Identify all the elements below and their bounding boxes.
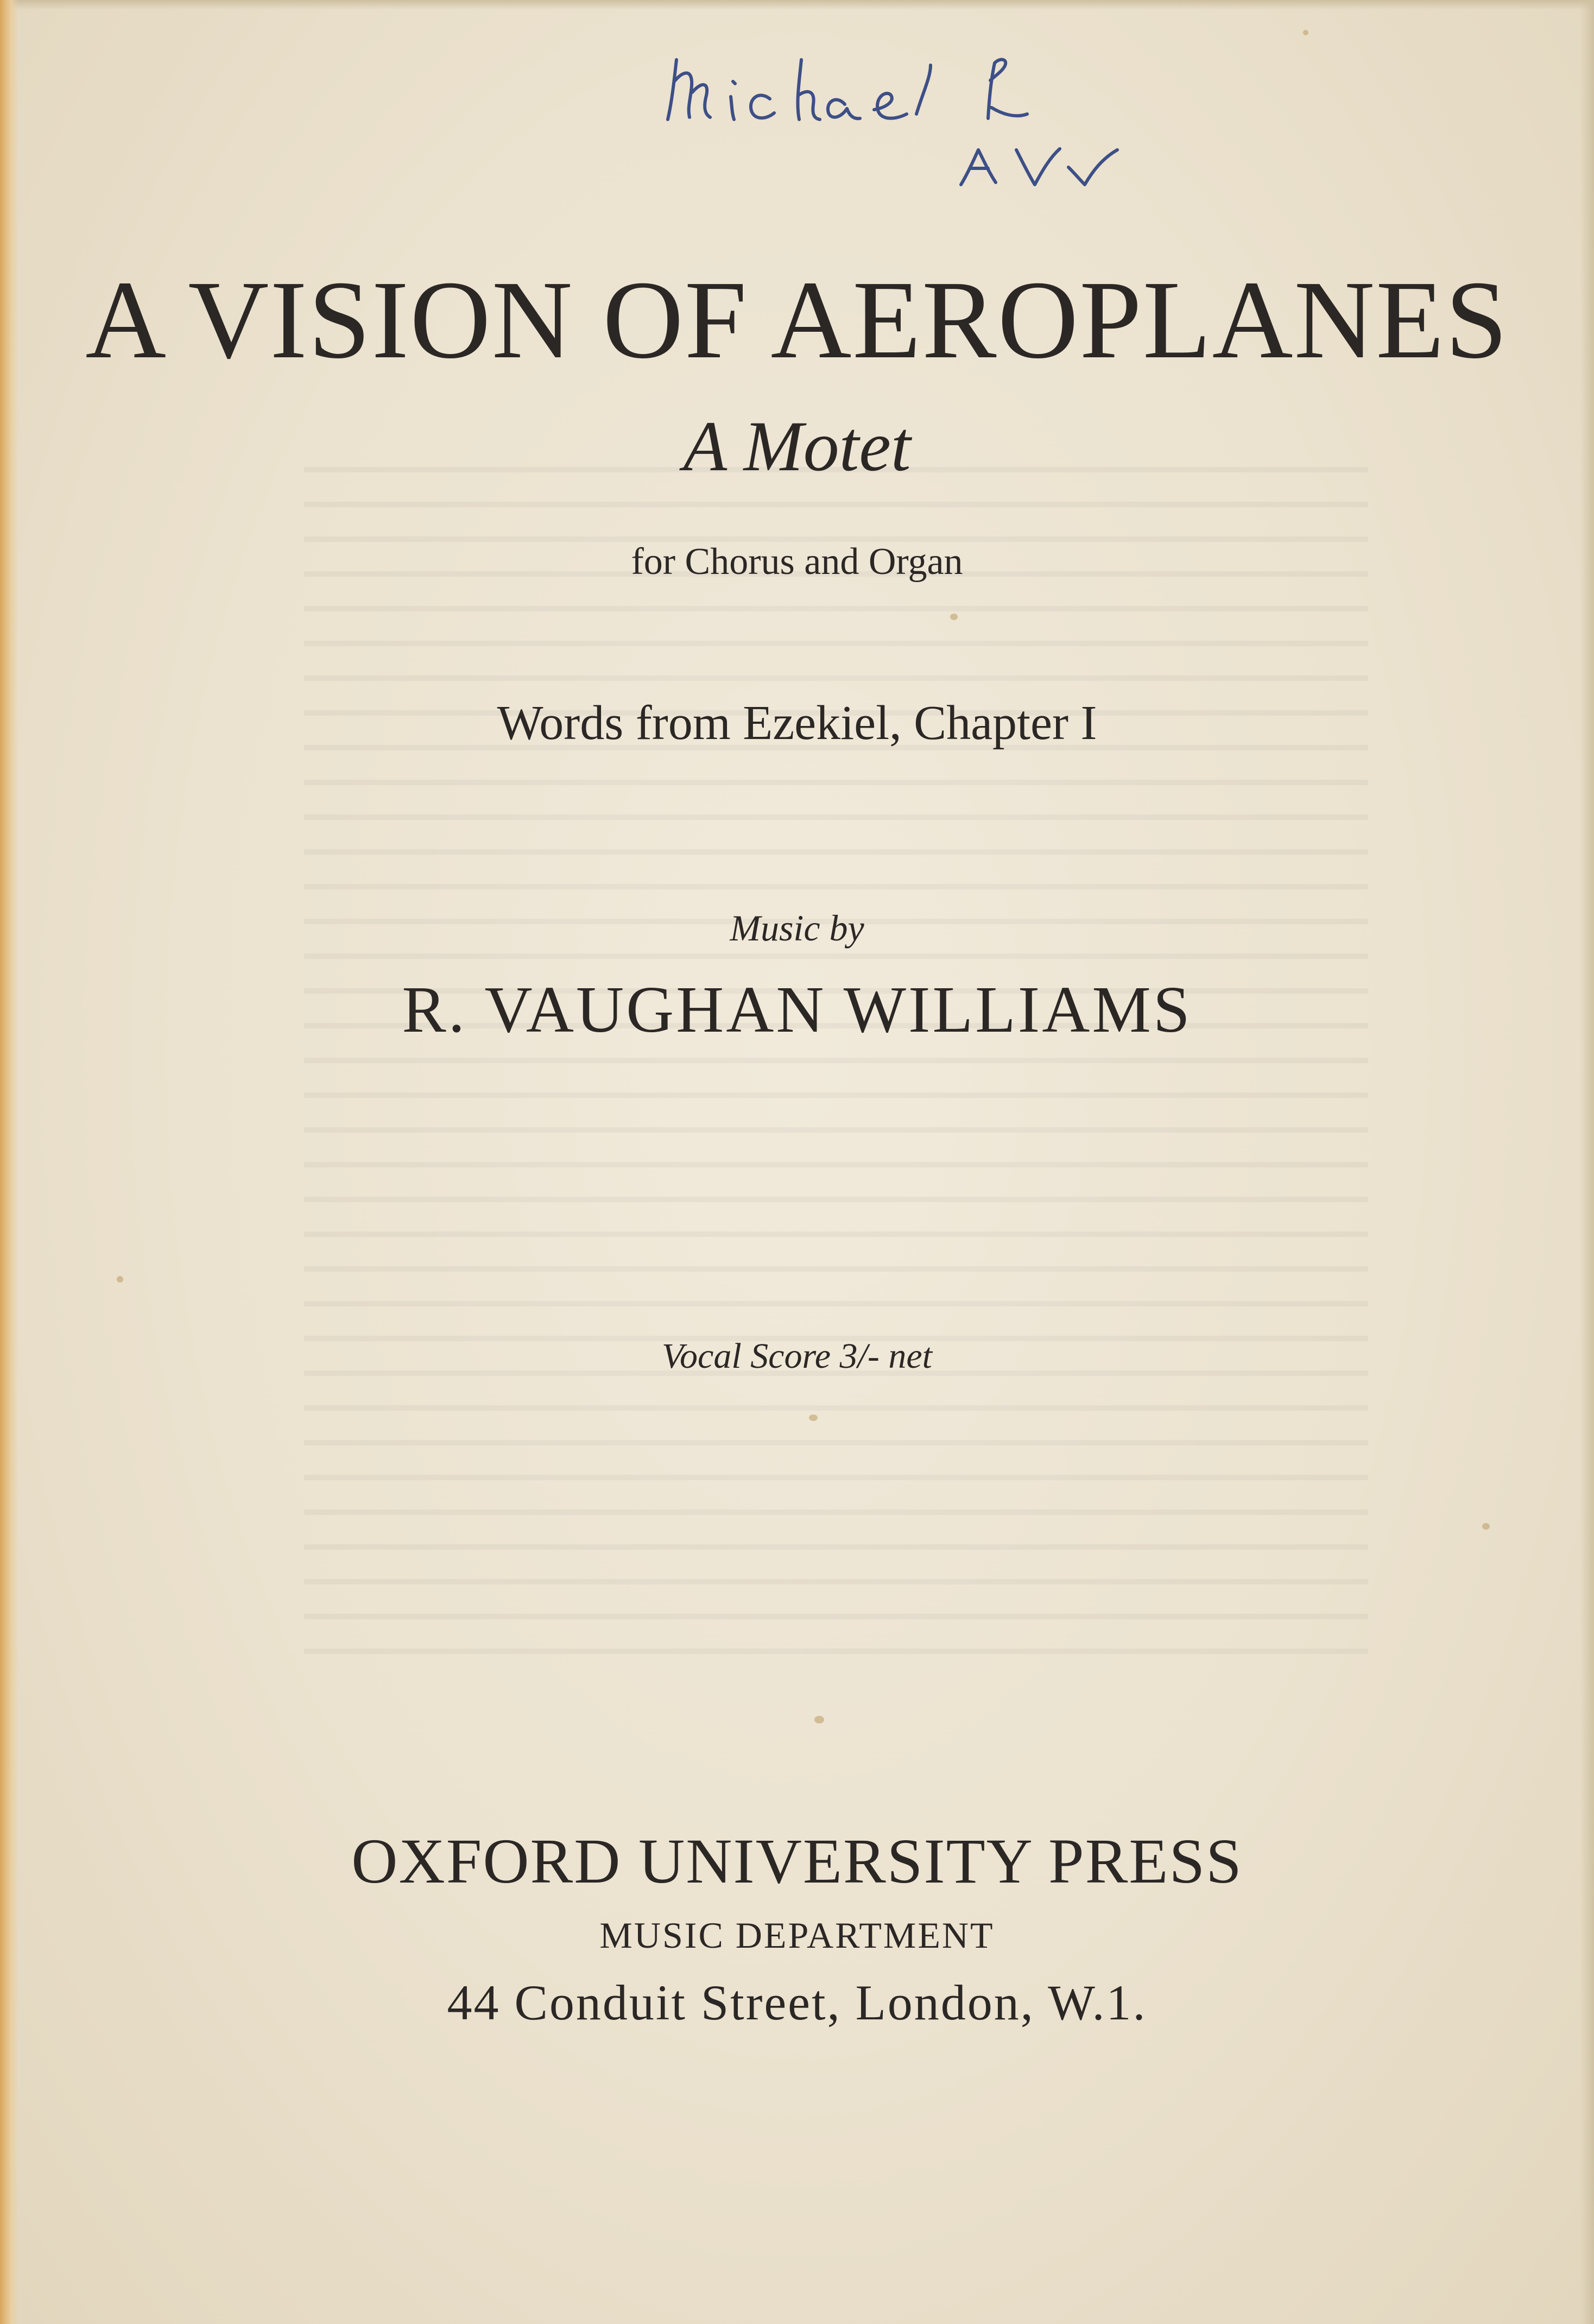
text-source-line: Words from Ezekiel, Chapter I — [497, 696, 1097, 750]
price-line: Vocal Score 3/- net — [662, 1336, 932, 1376]
handwritten-signature — [641, 38, 1184, 212]
reverse-side-show-through — [304, 467, 1368, 1662]
publisher-name: OXFORD UNIVERSITY PRESS — [351, 1826, 1243, 1897]
page-title: A VISION OF AEROPLANES — [85, 257, 1509, 382]
publisher-department: MUSIC DEPARTMENT — [599, 1915, 995, 1956]
publisher-address: 44 Conduit Street, London, W.1. — [447, 1975, 1147, 2030]
composer-name: R. VAUGHAN WILLIAMS — [402, 973, 1192, 1046]
scoring-line: for Chorus and Organ — [631, 541, 963, 583]
paper-fleck — [809, 1414, 818, 1421]
paper-fleck — [1482, 1523, 1490, 1530]
paper-fleck — [1303, 30, 1308, 35]
subtitle: A Motet — [683, 406, 911, 486]
music-by-label: Music by — [730, 907, 864, 949]
page-top-edge — [0, 0, 1594, 10]
paper-fleck — [117, 1276, 123, 1283]
paper-fleck — [950, 614, 958, 620]
paper-fleck — [814, 1716, 824, 1723]
